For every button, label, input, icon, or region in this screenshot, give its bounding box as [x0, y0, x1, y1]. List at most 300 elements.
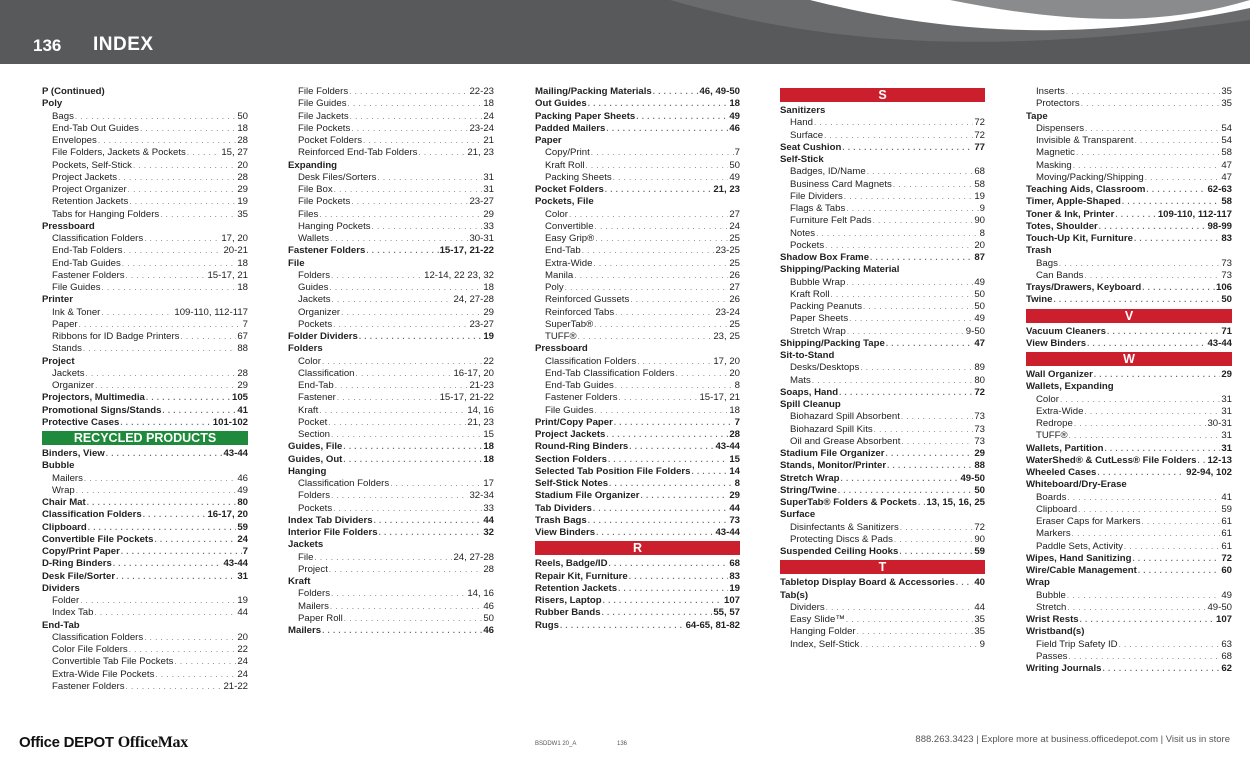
entry-page-number: 15-17, 21-22 — [439, 245, 494, 257]
index-entry — [42, 307, 248, 319]
entry-label: D-Ring Binders — [42, 558, 112, 570]
entry-page-number: 24 — [237, 533, 248, 545]
index-entry — [288, 503, 494, 515]
entry-page-number: 24 — [237, 668, 248, 680]
dot-leader — [609, 558, 729, 570]
entry-label: Trash — [1026, 245, 1052, 257]
index-entry — [535, 270, 740, 282]
entry-page-number: 9-50 — [965, 325, 985, 337]
entry-page-number: 77 — [974, 141, 985, 153]
dot-leader — [841, 473, 960, 485]
entry-label: Padded Mailers — [535, 122, 606, 134]
index-entry — [1026, 602, 1232, 614]
entry-label: Folders — [298, 588, 330, 600]
index-entry — [288, 441, 494, 453]
index-entry — [288, 368, 494, 380]
entry-page-number: 44 — [237, 607, 248, 619]
entry-page-number: 13, 15, 16, 25 — [926, 497, 985, 508]
dot-leader — [1099, 221, 1207, 233]
index-heading — [42, 356, 248, 368]
index-entry — [1026, 406, 1232, 418]
entry-label: Copy/Print Paper — [42, 546, 120, 557]
index-entry — [288, 454, 494, 466]
dot-leader — [591, 147, 734, 159]
index-entry — [42, 184, 248, 196]
index-heading — [535, 343, 740, 355]
entry-label: File Dividers — [790, 190, 843, 202]
entry-label: Classification Folders — [298, 478, 390, 489]
index-heading — [1026, 381, 1232, 393]
entry-label: Print/Copy Paper — [535, 416, 613, 428]
entry-label: Kraft — [298, 404, 319, 416]
entry-label: Risers, Laptop — [535, 595, 602, 606]
entry-label: Reinforced End-Tab Folders — [298, 147, 418, 159]
index-heading — [780, 509, 985, 521]
entry-label: Wire/Cable Management — [1026, 565, 1137, 576]
entry-page-number: 31 — [1221, 430, 1232, 442]
entry-page-number: 29 — [483, 306, 494, 318]
entry-page-number: 58 — [1221, 196, 1232, 208]
entry-page-number: 15-17, 21 — [699, 392, 740, 404]
index-entry — [535, 368, 740, 380]
dot-leader — [129, 644, 237, 656]
entry-page-number: 50 — [974, 288, 985, 300]
dot-leader — [1084, 270, 1220, 282]
index-entry — [1026, 614, 1232, 626]
dot-leader — [838, 485, 973, 497]
index-entry — [535, 441, 740, 453]
dot-leader — [79, 319, 242, 331]
index-entry — [288, 380, 494, 392]
entry-page-number: 32 — [483, 527, 494, 538]
index-entry — [780, 228, 985, 240]
index-entry — [288, 392, 494, 404]
entry-label: Project Jackets — [535, 429, 606, 440]
dot-leader — [140, 123, 236, 135]
entry-label: Protecting Discs & Pads — [790, 533, 893, 545]
dot-leader — [574, 270, 728, 282]
entry-page-number: 25 — [729, 257, 740, 269]
entry-page-number: 72 — [974, 386, 985, 398]
entry-page-number: 24 — [237, 656, 248, 668]
index-entry — [1026, 528, 1232, 540]
index-entry — [780, 546, 985, 558]
entry-label: Suspended Ceiling Hooks — [780, 546, 899, 557]
index-heading — [780, 105, 985, 117]
entry-label: Pocket Folders — [298, 135, 362, 146]
entry-page-number: 106 — [1215, 282, 1232, 293]
entry-page-number: 32-34 — [469, 490, 494, 502]
entry-page-number: 49 — [729, 171, 740, 183]
dot-leader — [812, 375, 974, 387]
dot-leader — [356, 368, 453, 380]
dot-leader — [886, 448, 974, 460]
entry-page-number: 20 — [729, 367, 740, 379]
entry-page-number: 14, 16 — [467, 404, 494, 416]
dot-leader — [1085, 123, 1220, 135]
entry-page-number: 68 — [1221, 650, 1232, 662]
entry-page-number: 49 — [974, 276, 985, 288]
entry-label: Convertible — [545, 220, 594, 232]
entry-page-number: 15-17, 21-22 — [439, 392, 494, 404]
entry-page-number: 73 — [1221, 269, 1232, 281]
index-entry — [288, 588, 494, 600]
entry-label: Fastener Folders — [52, 680, 125, 692]
dot-leader — [614, 417, 734, 429]
entry-label: Project Organizer — [52, 184, 127, 195]
dot-leader — [636, 111, 728, 123]
index-entry — [535, 86, 740, 98]
entry-page-number: 24 — [483, 110, 494, 122]
entry-page-number: 21, 23 — [713, 184, 740, 195]
dot-leader — [377, 172, 482, 184]
entry-page-number: 31 — [483, 184, 494, 195]
dot-leader — [1073, 160, 1221, 172]
entry-page-number: 28 — [237, 171, 248, 183]
entry-page-number: 18 — [237, 282, 248, 293]
entry-label: Pockets — [298, 502, 333, 514]
entry-page-number: 18 — [483, 98, 494, 110]
dot-leader — [653, 86, 699, 98]
entry-page-number: 12-14, 22 23, 32 — [424, 269, 494, 281]
entry-label: Protective Cases — [42, 416, 120, 428]
entry-label: Repair Kit, Furniture — [535, 570, 628, 582]
index-entry — [780, 485, 985, 497]
entry-label: Retention Jackets — [535, 582, 618, 594]
entry-page-number: 73 — [729, 514, 740, 526]
entry-page-number: 55, 57 — [713, 607, 740, 619]
index-entry — [288, 429, 494, 441]
dot-leader — [390, 478, 482, 490]
entry-label: Easy Slide™ — [790, 614, 845, 625]
index-entry — [42, 209, 248, 221]
index-entry — [288, 98, 494, 110]
entry-label: Surface — [790, 129, 824, 141]
entry-label: Convertible Tab File Pockets — [52, 656, 174, 668]
entry-label: Wipes, Hand Sanitizing — [1026, 552, 1132, 564]
dot-leader — [162, 405, 236, 417]
entry-page-number: 50 — [483, 612, 494, 624]
index-entry — [535, 307, 740, 319]
index-heading — [42, 294, 248, 306]
entry-label: Whiteboard/Dry-Erase — [1026, 479, 1127, 491]
index-entry — [42, 405, 248, 417]
entry-page-number: 59 — [974, 546, 985, 557]
entry-page-number: 25 — [729, 318, 740, 330]
section-header-bar: RECYCLED PRODUCTS — [42, 431, 248, 445]
entry-page-number: 46 — [483, 625, 494, 636]
index-entry — [535, 454, 740, 466]
entry-page-number: 28 — [237, 135, 248, 146]
index-entry — [780, 179, 985, 191]
entry-label: Stretch Wrap — [780, 472, 840, 484]
dot-leader — [351, 196, 468, 208]
entry-label: Jackets — [298, 294, 331, 306]
dot-leader — [1142, 516, 1221, 528]
entry-page-number: 54 — [1221, 135, 1232, 146]
entry-label: Wheeled Cases — [1026, 467, 1097, 478]
entry-label: Guides, Out — [288, 453, 343, 465]
index-entry — [780, 215, 985, 227]
entry-label: Stadium File Organizer — [780, 448, 885, 459]
dot-leader — [366, 245, 438, 257]
entry-page-number: 16-17, 20 — [207, 509, 248, 521]
index-entry — [535, 583, 740, 595]
index-entry — [42, 656, 248, 668]
index-entry — [1026, 258, 1232, 270]
dot-leader — [1087, 338, 1206, 350]
entry-label: Pockets, Self-Stick — [52, 159, 132, 171]
footer-contact: 888.263.3423 | Explore more at business.officedepot.com | Visit us in store — [915, 734, 1230, 745]
entry-label: Furniture Felt Pads — [790, 215, 872, 227]
entry-label: File Jackets — [298, 110, 349, 122]
entry-label: Pocket Folders — [535, 184, 604, 195]
index-entry — [288, 86, 494, 98]
entry-label: Round-Ring Binders — [535, 441, 629, 453]
index-entry — [1026, 516, 1232, 528]
entry-label: Tab Dividers — [535, 502, 592, 514]
entry-page-number: 23, 25 — [713, 331, 740, 342]
dot-leader — [1134, 233, 1220, 245]
index-entry — [42, 497, 248, 509]
dot-leader — [372, 221, 483, 233]
index-entry — [42, 270, 248, 282]
entry-page-number: 72 — [974, 129, 985, 141]
entry-label: Can Bands — [1036, 269, 1084, 281]
dot-leader — [1066, 86, 1221, 98]
index-entry — [535, 478, 740, 490]
index-heading — [288, 258, 494, 270]
dot-leader — [1067, 492, 1220, 504]
entry-label: Desk Files/Sorters — [298, 171, 377, 183]
dot-leader — [154, 534, 236, 546]
entry-label: Paper Roll — [298, 612, 343, 624]
entry-label: Trash Bags — [535, 514, 587, 526]
dot-leader — [328, 417, 466, 429]
index-entry — [42, 343, 248, 355]
index-entry — [1026, 467, 1232, 479]
index-entry — [42, 380, 248, 392]
entry-label: File Folders, Jackets & Pockets — [52, 147, 186, 159]
entry-label: Teaching Aids, Classroom — [1026, 184, 1146, 195]
entry-label: Mailers — [52, 472, 83, 484]
index-entry — [1026, 338, 1232, 350]
entry-page-number: 63 — [1221, 638, 1232, 650]
index-entry — [535, 429, 740, 441]
entry-label: Reinforced Gussets — [545, 294, 630, 306]
index-entry — [780, 240, 985, 252]
dot-leader — [1067, 602, 1206, 614]
dot-leader — [860, 639, 978, 651]
dot-leader — [322, 356, 482, 368]
entry-label: Pressboard — [535, 343, 588, 355]
entry-label: Out Guides — [535, 98, 587, 110]
dot-leader — [1145, 172, 1221, 184]
index-heading — [42, 221, 248, 233]
entry-page-number: 15 — [729, 453, 740, 465]
index-entry — [535, 319, 740, 331]
entry-label: Extra-Wide — [1036, 405, 1084, 417]
entry-label: Clipboard — [1036, 503, 1078, 515]
index-entry — [535, 233, 740, 245]
dot-leader — [329, 564, 482, 576]
index-column-1 — [42, 86, 248, 693]
entry-page-number: 41 — [1221, 491, 1232, 503]
entry-label: Pressboard — [42, 220, 95, 232]
index-entry — [288, 625, 494, 637]
entry-label: Wallets, Expanding — [1026, 381, 1114, 393]
index-entry — [780, 142, 985, 154]
dot-leader — [343, 441, 482, 453]
entry-label: Classification Folders — [52, 233, 144, 244]
index-entry — [42, 571, 248, 583]
dot-leader — [322, 625, 482, 637]
entry-label: Pocket — [298, 416, 328, 428]
entry-label: Color File Folders — [52, 644, 128, 655]
entry-page-number: 73 — [1221, 257, 1232, 269]
index-heading — [288, 466, 494, 478]
index-entry — [42, 111, 248, 123]
index-entry — [42, 417, 248, 429]
index-entry — [1026, 443, 1232, 455]
entry-label: End-Tab — [298, 380, 334, 391]
index-entry — [288, 490, 494, 502]
section-header-bar: V — [1026, 309, 1232, 323]
dot-leader — [956, 577, 973, 589]
entry-label: End-Tab — [42, 619, 80, 631]
entry-label: Stretch Wrap — [790, 325, 846, 337]
index-entry — [42, 172, 248, 184]
entry-label: End-Tab Out Guides — [52, 122, 139, 134]
entry-page-number: 31 — [1221, 442, 1232, 454]
index-entry — [288, 601, 494, 613]
entry-label: Sit-to-Stand — [780, 350, 835, 361]
entry-page-number: 43-44 — [223, 558, 248, 570]
entry-page-number: 72 — [974, 521, 985, 533]
dot-leader — [603, 595, 723, 607]
entry-page-number: 28 — [237, 367, 248, 379]
index-entry — [535, 405, 740, 417]
dot-leader — [900, 522, 974, 534]
entry-page-number: 19 — [729, 582, 740, 594]
dot-leader — [350, 111, 483, 123]
dot-leader — [692, 466, 729, 478]
entry-page-number: 19 — [974, 190, 985, 202]
index-entry — [535, 209, 740, 221]
index-entry — [42, 644, 248, 656]
dot-leader — [83, 343, 236, 355]
dot-leader — [578, 331, 713, 343]
dot-leader — [618, 583, 728, 595]
dot-leader — [846, 277, 973, 289]
entry-page-number: 50 — [729, 159, 740, 171]
entry-page-number: 40 — [974, 577, 985, 589]
dot-leader — [144, 632, 236, 644]
dot-leader — [1097, 467, 1185, 479]
index-entry — [288, 209, 494, 221]
entry-page-number: 16-17, 20 — [453, 367, 494, 379]
entry-page-number: 68 — [729, 558, 740, 570]
dot-leader — [126, 270, 207, 282]
entry-label: File Box — [298, 184, 333, 195]
dot-leader — [637, 356, 712, 368]
entry-label: Extra-Wide File Pockets — [52, 668, 155, 680]
index-entry — [288, 123, 494, 135]
dot-leader — [341, 307, 482, 319]
index-heading — [42, 620, 248, 632]
entry-page-number: 18 — [237, 122, 248, 134]
entry-label: Stretch — [1036, 601, 1067, 613]
entry-label: Reels, Badge/ID — [535, 558, 608, 570]
entry-page-number: 33 — [483, 220, 494, 232]
dot-leader — [1076, 147, 1220, 159]
entry-label: Boards — [1036, 491, 1067, 503]
entry-label: Writing Journals — [1026, 663, 1102, 674]
index-entry — [780, 252, 985, 264]
entry-page-number: 19 — [237, 595, 248, 606]
dot-leader — [582, 245, 715, 257]
index-column-3 — [535, 86, 740, 632]
entry-page-number: 90 — [974, 533, 985, 545]
entry-page-number: 47 — [974, 337, 985, 349]
dot-leader — [844, 191, 974, 203]
entry-page-number: 109-110, 112-117 — [1157, 208, 1232, 220]
index-entry — [780, 602, 985, 614]
index-entry — [780, 626, 985, 638]
index-entry — [1026, 221, 1232, 233]
entry-page-number: 49-50 — [1207, 601, 1232, 613]
entry-label: Selected Tab Position File Folders — [535, 465, 691, 477]
dot-leader — [1068, 651, 1220, 663]
entry-label: End-Tab Guides — [545, 380, 614, 391]
entry-page-number: 72 — [974, 117, 985, 129]
dot-leader — [839, 387, 973, 399]
entry-label: Hanging Folder — [790, 626, 856, 638]
index-entry — [535, 503, 740, 515]
entry-page-number: 47 — [1221, 159, 1232, 171]
entry-page-number: 27 — [729, 282, 740, 293]
entry-page-number: 30-31 — [469, 233, 494, 244]
entry-label: Field Trip Safety ID — [1036, 638, 1118, 650]
index-entry — [288, 552, 494, 564]
index-entry — [780, 639, 985, 651]
footer-logo — [19, 734, 188, 752]
index-entry — [1026, 430, 1232, 442]
entry-label: Kraft Roll — [790, 288, 830, 300]
entry-label: Packing Peanuts — [790, 301, 862, 312]
dot-leader — [319, 209, 482, 221]
dot-leader — [676, 368, 729, 380]
index-entry — [780, 522, 985, 534]
entry-label: Passes — [1036, 650, 1068, 662]
index-entry — [1026, 541, 1232, 553]
entry-page-number: 58 — [1221, 147, 1232, 159]
entry-label: Easy Grip® — [545, 233, 595, 244]
index-entry — [288, 245, 494, 257]
entry-label: Packing Paper Sheets — [535, 110, 636, 122]
entry-page-number: 44 — [974, 601, 985, 613]
index-entry — [1026, 98, 1232, 110]
entry-page-number: 49 — [237, 484, 248, 496]
entry-page-number: 88 — [237, 343, 248, 355]
entry-page-number: 68 — [974, 166, 985, 178]
index-entry — [535, 392, 740, 404]
dot-leader — [86, 368, 237, 380]
entry-page-number: 21-22 — [223, 680, 248, 692]
index-entry — [535, 294, 740, 306]
index-entry — [1026, 369, 1232, 381]
index-entry — [780, 424, 985, 436]
